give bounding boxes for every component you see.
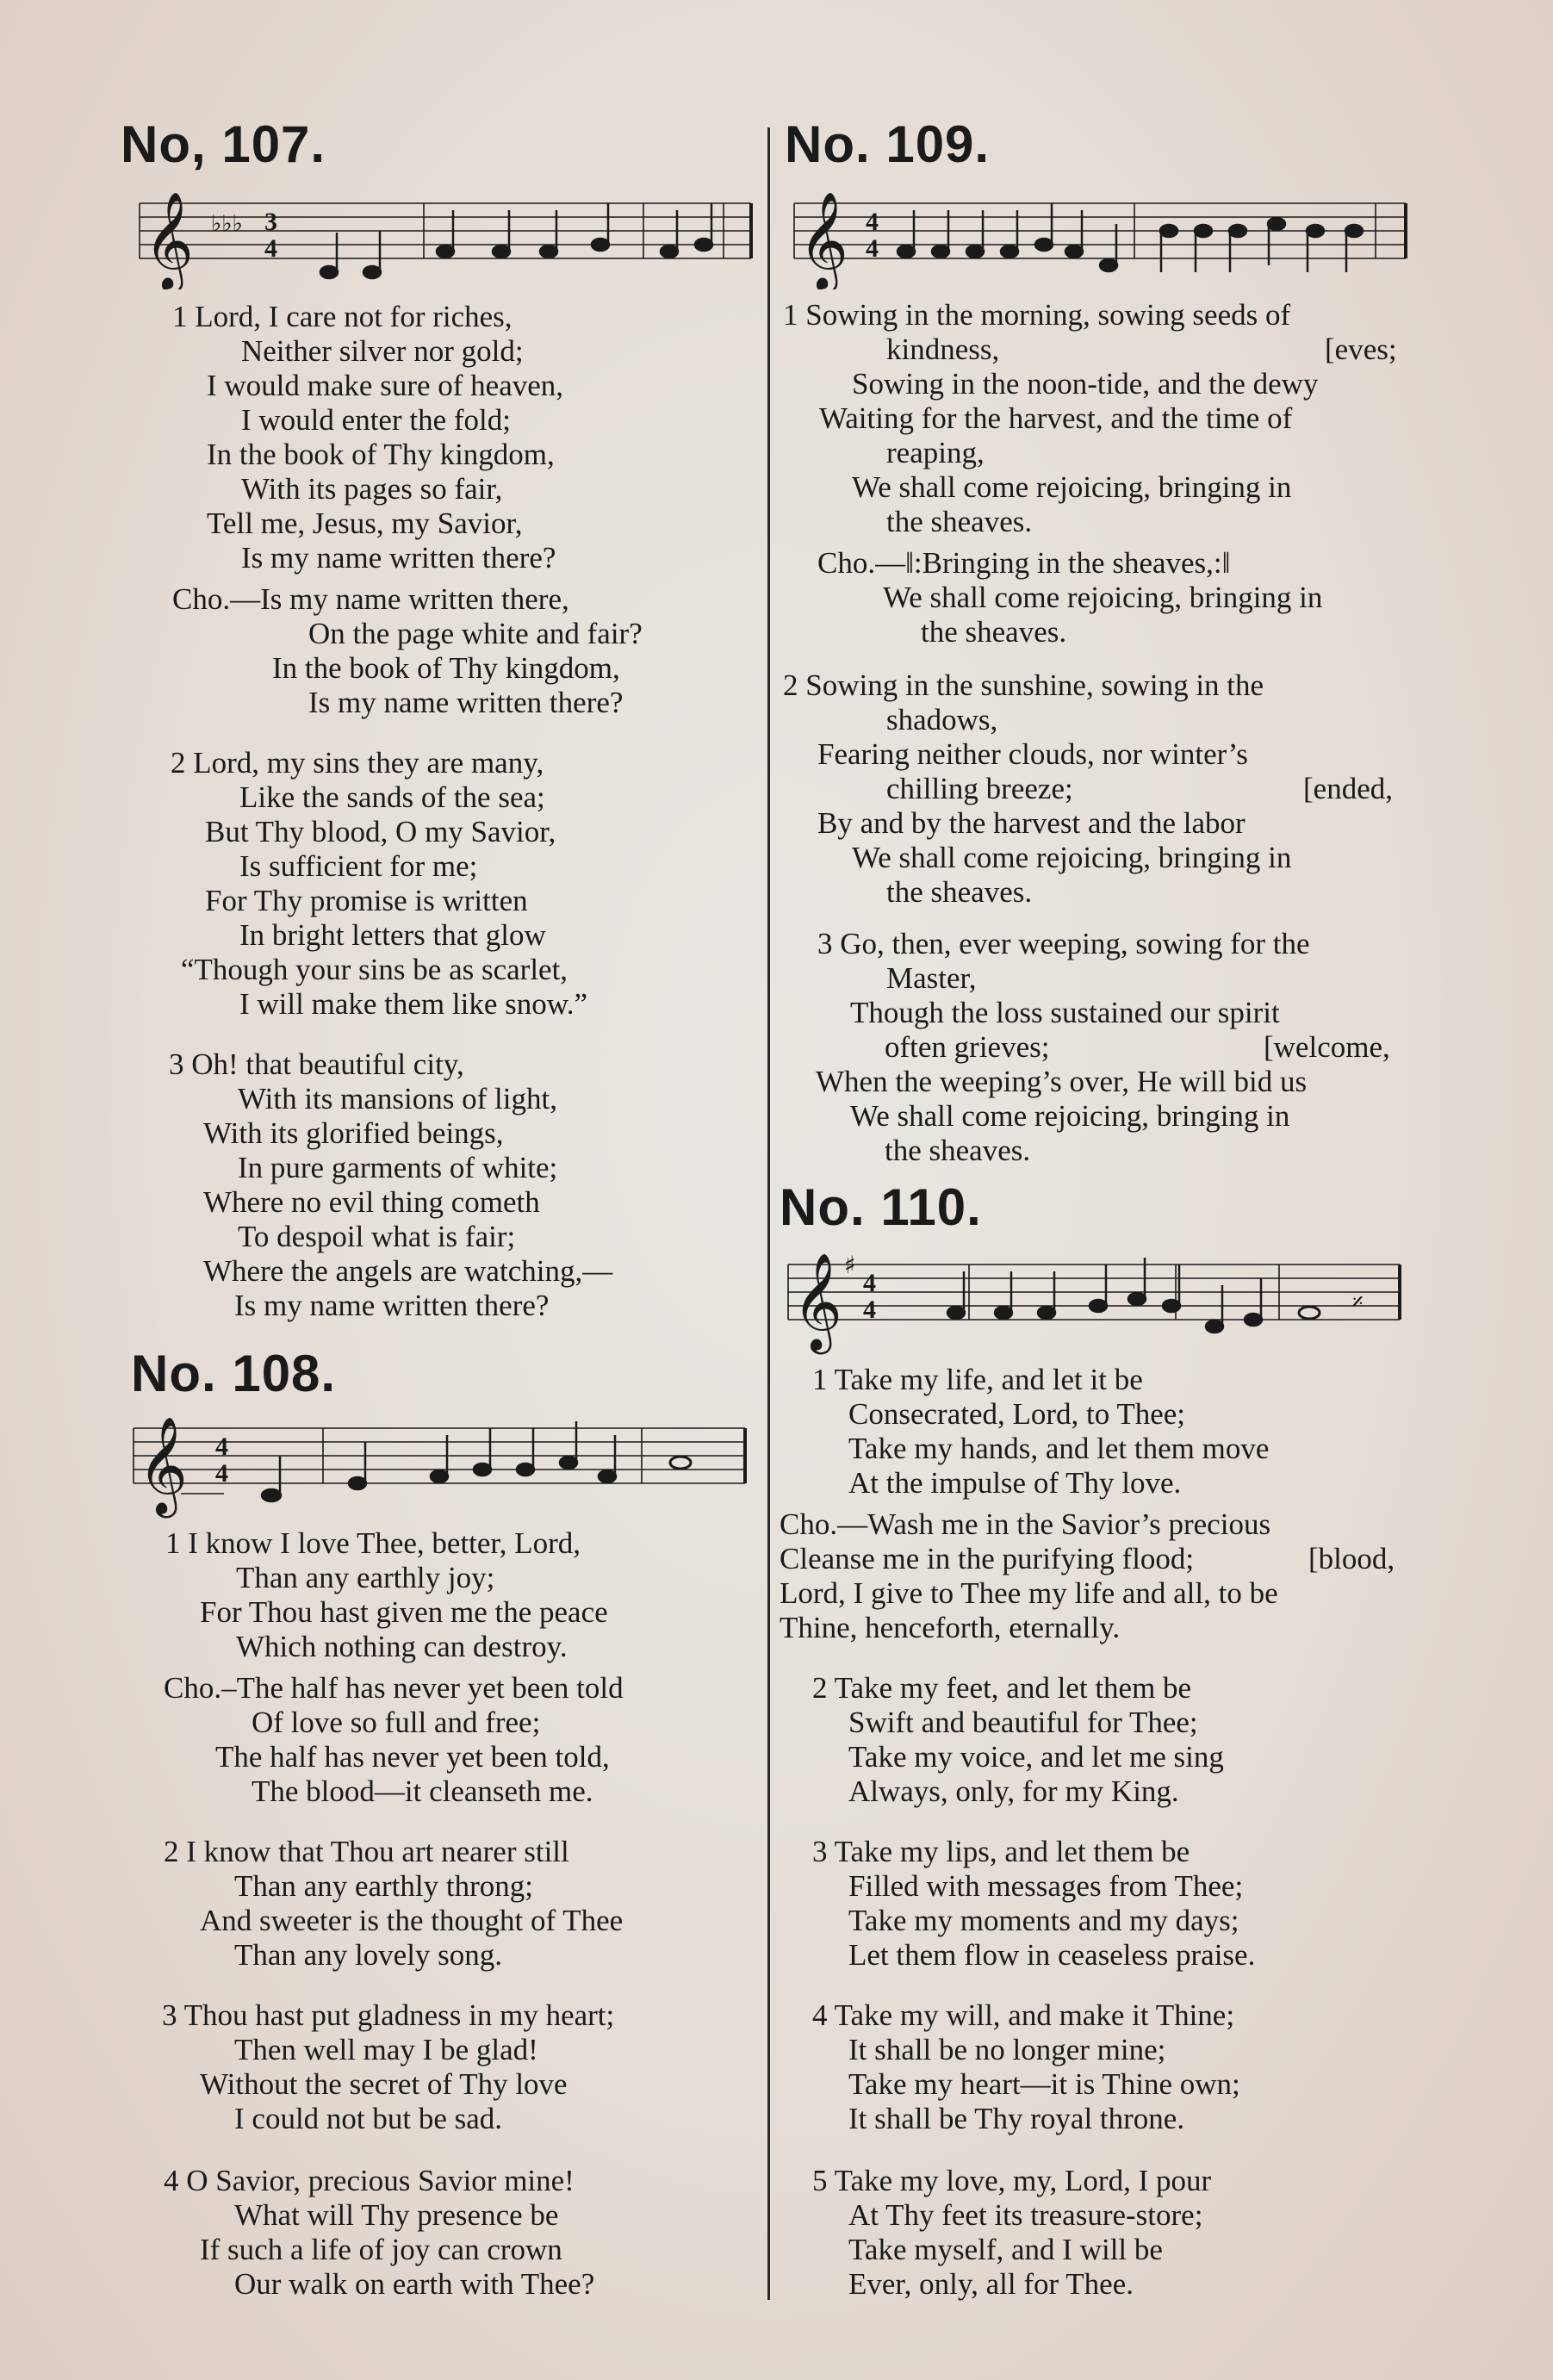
lyric-line: Swift and beautiful for Thee; [848, 1706, 1198, 1739]
lyric-line: 5 Take my love, my, Lord, I pour [812, 2164, 1212, 2197]
lyric-line: Take my voice, and let me sing [848, 1740, 1224, 1774]
music-staff [129, 1404, 751, 1521]
lyric-line: Lord, I give to Thee my life and all, to be [780, 1576, 1278, 1610]
lyric-line: What will Thy presence be [234, 2198, 559, 2232]
lyric-line: Consecrated, Lord, to Thee; [848, 1397, 1186, 1431]
lyric-line: For Thy promise is written [205, 884, 528, 917]
lyric-line: Where no evil thing cometh [203, 1185, 540, 1219]
lyric-line: Always, only, for my King. [848, 1774, 1179, 1808]
lyric-line: The half has never yet been told, [215, 1740, 610, 1774]
lyric-line: In the book of Thy kingdom, [207, 438, 555, 471]
lyric-line: reaping, [886, 436, 985, 469]
svg-text:4: 4 [866, 208, 879, 236]
lyric-line: At Thy feet its treasure-store; [848, 2198, 1203, 2232]
lyric-line: the sheaves. [886, 875, 1033, 909]
lyric-line: Take my hands, and let them move [848, 1432, 1270, 1465]
lyric-line: In bright letters that glow [239, 918, 546, 952]
svg-text:4: 4 [866, 234, 879, 263]
lyric-line: I would make sure of heaven, [207, 369, 564, 402]
lyric-line: 2 Lord, my sins they are many, [171, 746, 544, 780]
lyric-line: Ever, only, all for Thee. [848, 2267, 1134, 2301]
music-staff [784, 1240, 1406, 1358]
svg-text:4: 4 [863, 1296, 876, 1324]
lyric-line: Filled with messages from Thee; [848, 1869, 1244, 1903]
lyric-line: With its pages so fair, [241, 472, 503, 506]
lyric-line: Let them flow in ceaseless praise. [848, 1938, 1256, 1972]
lyric-line: 4 O Savior, precious Savior mine! [164, 2164, 575, 2197]
lyric-line: 2 Take my feet, and let them be [812, 1671, 1192, 1705]
music-staff [790, 179, 1412, 289]
lyric-line: Is my name written there? [308, 686, 624, 719]
lyric-line: the sheaves. [886, 505, 1033, 538]
lyric-line: Though the loss sustained our spirit [850, 996, 1280, 1029]
lyric-line: The blood—it cleanseth me. [252, 1774, 593, 1808]
lyric-line: When the weeping’s over, He will bid us [816, 1065, 1308, 1098]
lyric-line: Than any earthly joy; [236, 1561, 495, 1594]
lyric-line: By and by the harvest and the labor [817, 806, 1246, 840]
lyric-line: the sheaves. [921, 615, 1067, 649]
lyric-line: kindness, [886, 332, 1000, 366]
lyric-line: often grieves; [885, 1030, 1050, 1064]
lyric-line: I will make them like snow.” [239, 987, 588, 1021]
lyric-line: And sweeter is the thought of Thee [200, 1904, 624, 1937]
lyric-line: But Thy blood, O my Savior, [205, 815, 556, 848]
lyric-line: I would enter the fold; [241, 403, 511, 437]
treble-clef-icon: 𝄞 [798, 191, 848, 289]
treble-clef-icon: 𝄞 [138, 1416, 188, 1514]
lyric-line: Where the angels are watching,— [203, 1254, 613, 1288]
chorus-line: Cho.—‖:Bringing in the sheaves,:‖ [817, 546, 1231, 580]
column-divider [767, 127, 770, 2300]
lyric-line: “Though your sins be as scarlet, [181, 953, 568, 986]
lyric-line: At the impulse of Thy love. [848, 1466, 1182, 1500]
lyric-line: In pure garments of white; [238, 1151, 558, 1184]
lyric-line: On the page white and fair? [308, 617, 643, 650]
lyric-line: Like the sands of the sea; [239, 780, 545, 814]
lyric-line: Take myself, and I will be [848, 2233, 1163, 2266]
lyric-line: To despoil what is fair; [238, 1220, 516, 1253]
lyric-line: 3 Oh! that beautiful city, [169, 1047, 464, 1081]
svg-text:♯: ♯ [844, 1251, 856, 1279]
lyric-line: I could not but be sad. [234, 2102, 503, 2135]
lyric-line: the sheaves. [885, 1134, 1031, 1167]
lyric-line: We shall come rejoicing, bringing in [852, 841, 1292, 874]
lyric-line: 2 I know that Thou art nearer still [164, 1835, 569, 1868]
lyric-line: Is my name written there? [241, 541, 556, 575]
lyric-line: For Thou hast given me the peace [200, 1595, 608, 1629]
lyric-line: 1 I know I love Thee, better, Lord, [165, 1526, 581, 1560]
hymn-number: No. 110. [780, 1178, 982, 1236]
lyric-line: If such a life of joy can crown [200, 2233, 562, 2266]
lyric-line: 2 Sowing in the sunshine, sowing in the [783, 668, 1264, 702]
lyric-line: Than any lovely song. [234, 1938, 503, 1972]
lyric-line: Is sufficient for me; [239, 849, 478, 883]
lyric-line: With its glorified beings, [203, 1116, 504, 1150]
lyric-line: Sowing in the noon-tide, and the dewy [852, 367, 1319, 401]
lyric-line: 3 Take my lips, and let them be [812, 1835, 1190, 1868]
lyric-line: We shall come rejoicing, bringing in [852, 470, 1292, 504]
chorus-line: Cho.—Is my name written there, [172, 582, 569, 616]
lyric-line: [welcome, [1264, 1030, 1390, 1064]
lyric-line: With its mansions of light, [238, 1082, 557, 1115]
music-staff [135, 179, 757, 289]
lyric-line: Neither silver nor gold; [241, 334, 524, 368]
lyric-line: shadows, [886, 703, 998, 736]
lyric-line: Of love so full and free; [252, 1706, 541, 1739]
lyric-line: 3 Thou hast put gladness in my heart; [162, 1998, 615, 2032]
svg-text:4: 4 [215, 1432, 228, 1461]
lyric-line: Then well may I be glad! [234, 2033, 538, 2066]
treble-clef-icon: 𝄞 [144, 191, 194, 289]
hymn-number: No. 109. [785, 115, 991, 173]
svg-text:3: 3 [264, 208, 277, 236]
chorus-line: Cho.–The half has never yet been told [164, 1671, 624, 1705]
lyric-line: Waiting for the harvest, and the time of [819, 401, 1293, 435]
chorus-line: Cho.—Wash me in the Savior’s precious [780, 1507, 1271, 1541]
lyric-line: [ended, [1303, 772, 1393, 805]
lyric-line: Take my heart—it is Thine own; [848, 2067, 1240, 2101]
lyric-line: 1 Sowing in the morning, sowing seeds of [783, 298, 1291, 332]
lyric-line: 1 Take my life, and let it be [812, 1363, 1143, 1396]
hymn-number: No, 107. [121, 115, 326, 173]
lyric-line: [blood, [1308, 1542, 1395, 1575]
lyric-line: Is my name written there? [234, 1289, 550, 1322]
treble-clef-icon: 𝄞 [792, 1252, 842, 1351]
lyric-line: Take my moments and my days; [848, 1904, 1239, 1937]
lyric-line: It shall be Thy royal throne. [848, 2102, 1185, 2135]
lyric-line: Fearing neither clouds, nor winter’s [817, 737, 1248, 771]
lyric-line: Without the secret of Thy love [200, 2067, 568, 2101]
lyric-line: 4 Take my will, and make it Thine; [812, 1998, 1235, 2032]
lyric-line: 3 Go, then, ever weeping, sowing for the [817, 927, 1310, 960]
svg-text:4: 4 [863, 1269, 876, 1297]
svg-text:4: 4 [264, 234, 277, 263]
lyric-line: [eves; [1325, 332, 1397, 366]
lyric-line: Our walk on earth with Thee? [234, 2267, 595, 2301]
lyric-line: It shall be no longer mine; [848, 2033, 1166, 2066]
lyric-line: Cleanse me in the purifying flood; [780, 1542, 1195, 1575]
lyric-line: chilling breeze; [886, 772, 1073, 805]
lyric-line: 1 Lord, I care not for riches, [172, 300, 512, 333]
lyric-line: Than any earthly throng; [234, 1869, 533, 1903]
lyric-line: Which nothing can destroy. [236, 1630, 568, 1663]
lyric-line: We shall come rejoicing, bringing in [883, 581, 1323, 614]
svg-text:𝄎: 𝄎 [1352, 1289, 1364, 1315]
lyric-line: Tell me, Jesus, my Savior, [207, 506, 523, 540]
svg-text:4: 4 [215, 1459, 228, 1488]
lyric-line: Master, [886, 961, 977, 995]
lyric-line: Thine, henceforth, eternally. [780, 1611, 1121, 1644]
lyric-line: We shall come rejoicing, bringing in [850, 1099, 1290, 1133]
lyric-line: In the book of Thy kingdom, [272, 651, 620, 685]
svg-text:♭♭♭: ♭♭♭ [211, 211, 243, 237]
hymn-number: No. 108. [131, 1345, 337, 1402]
